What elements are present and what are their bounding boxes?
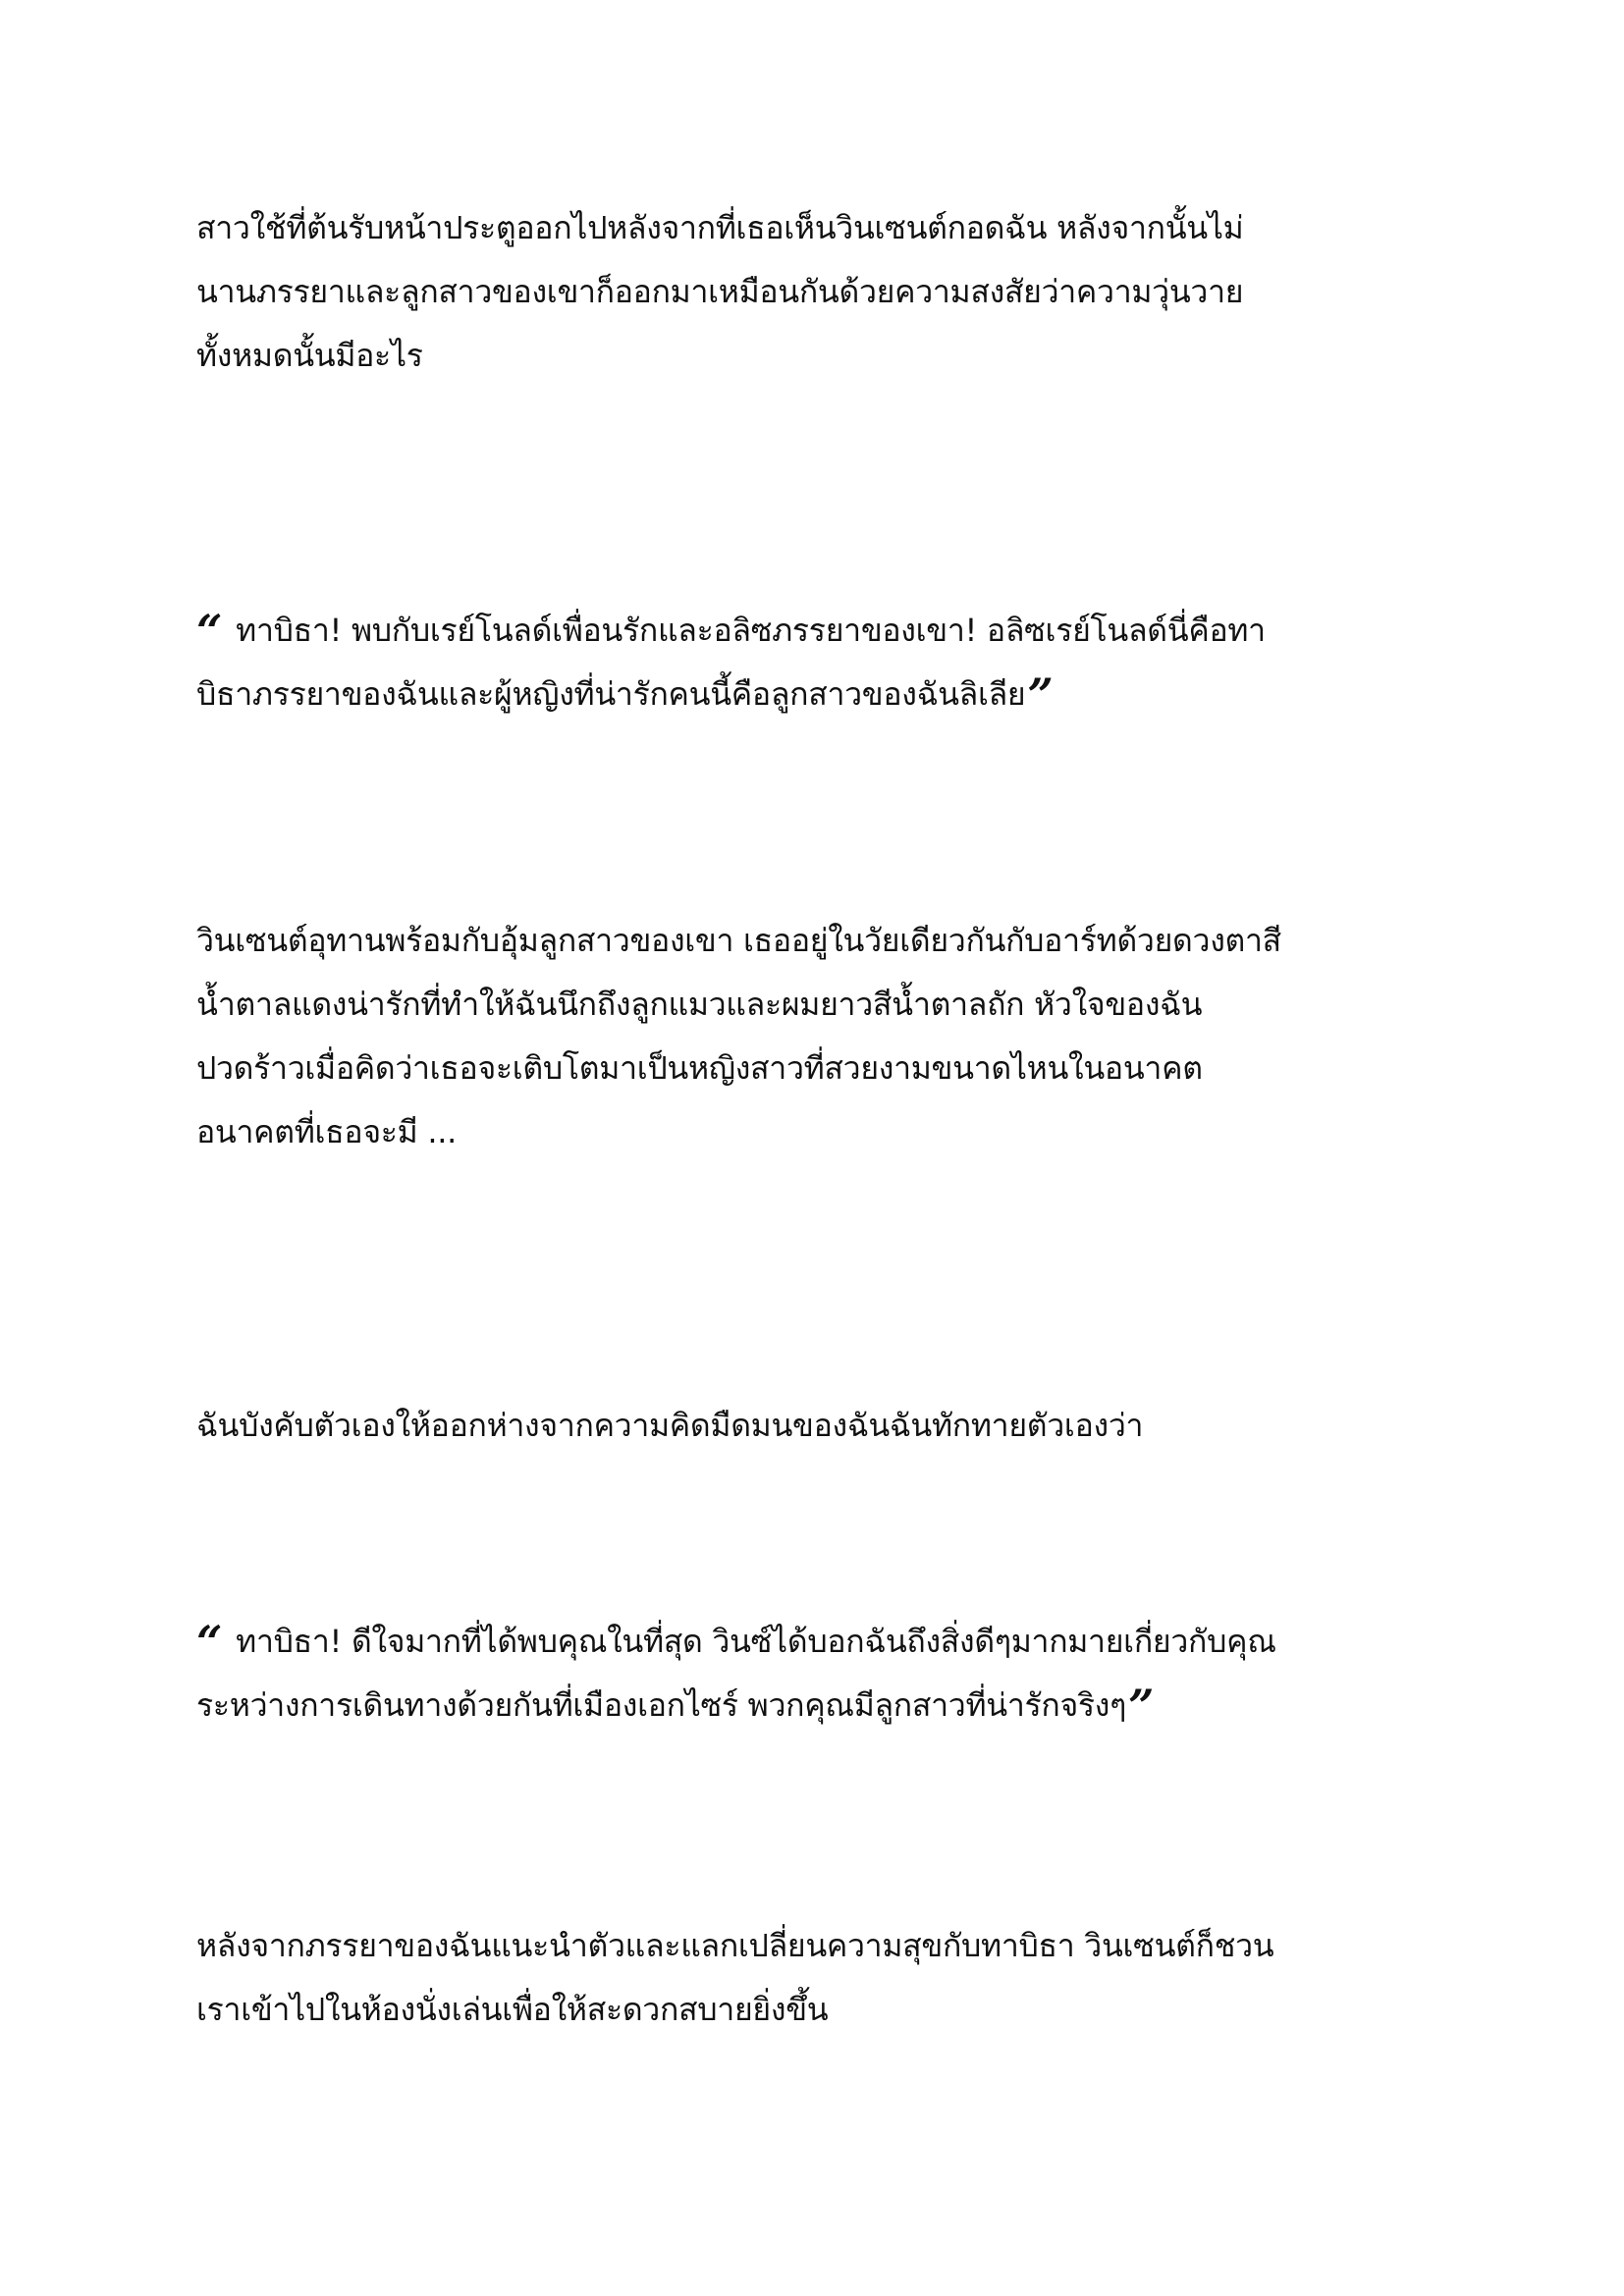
paragraph-dialogue-introduction (196, 599, 1434, 726)
dialogue-text: บิธาภรรยาของฉันและผู้หญิงที่น่ารักคนนี้คือลูกสาวของฉันลิเลีย (196, 675, 1026, 713)
dialogue-text: ทาบิธา! พบกับเรย์โนลด์เพื่อนรักและอลิซภรรยาของเขา! อลิซเรย์โนลด์นี่คือทา (236, 612, 1266, 649)
paragraph-greeting-intro (196, 1394, 1434, 1458)
paragraph-daughter-description (196, 909, 1434, 1164)
close-quote-mark: ” (1027, 668, 1054, 721)
paragraph-living-room (196, 1914, 1434, 2042)
text-line: ฉันบังคับตัวเองให้ออกห่างจากความคิดมืดมนของฉันฉันทักทายตัวเองว่า (196, 1407, 1144, 1444)
dialogue-text: ระหว่างการเดินทางด้วยกันที่เมืองเอกไซร์ พวกคุณมีลูกสาวที่น่ารักจริงๆ (196, 1686, 1126, 1724)
text-line: สาวใช้ที่ต้นรับหน้าประตูออกไปหลังจากที่เธอเห็นวินเซนต์กอดฉัน หลังจากนั้นไม่ (196, 209, 1244, 246)
paragraph-dialogue-greeting (196, 1610, 1434, 1737)
text-line (196, 599, 1434, 663)
close-quote-mark: ” (1128, 1680, 1155, 1733)
text-line: วินเซนต์อุทานพร้อมกับอุ้มลูกสาวของเขา เธออยู่ในวัยเดียวกันกับอาร์ทด้วยดวงตาสี (196, 922, 1281, 959)
paragraph-maid-leaves (196, 196, 1434, 388)
text-line (196, 663, 1434, 726)
open-quote-mark: “ (196, 605, 223, 658)
text-line: น้ำตาลแดงน่ารักที่ทำให้ฉันนึกถึงลูกแมวและผมยาวสีน้ำตาลถัก หัวใจของฉัน (196, 986, 1203, 1023)
text-line: ทั้งหมดนั้นมีอะไร (196, 337, 423, 374)
text-line: หลังจากภรรยาของฉันแนะนำตัวและแลกเปลี่ยนความสุขกับทาบิธา วินเซนต์ก็ชวน (196, 1927, 1274, 1964)
text-line: นานภรรยาและลูกสาวของเขาก็ออกมาเหมือนกันด้วยความสงสัยว่าความวุ่นวาย (196, 273, 1244, 310)
dialogue-text: ทาบิธา! ดีใจมากที่ได้พบคุณในที่สุด วินซ์ได้บอกฉันถึงสิ่งดีๆมากมายเกี่ยวกับคุณ (236, 1623, 1276, 1660)
open-quote-mark: “ (196, 1616, 223, 1669)
text-line (196, 1610, 1434, 1674)
text-line: ปวดร้าวเมื่อคิดว่าเธอจะเติบโตมาเป็นหญิงสาวที่สวยงามขนาดไหนในอนาคต (196, 1049, 1203, 1087)
text-line: อนาคตที่เธอจะมี ... (196, 1113, 457, 1150)
text-line (196, 1674, 1434, 1737)
text-line: เราเข้าไปในห้องนั่งเล่นเพื่อให้สะดวกสบายยิ่งขึ้น (196, 1991, 829, 2028)
